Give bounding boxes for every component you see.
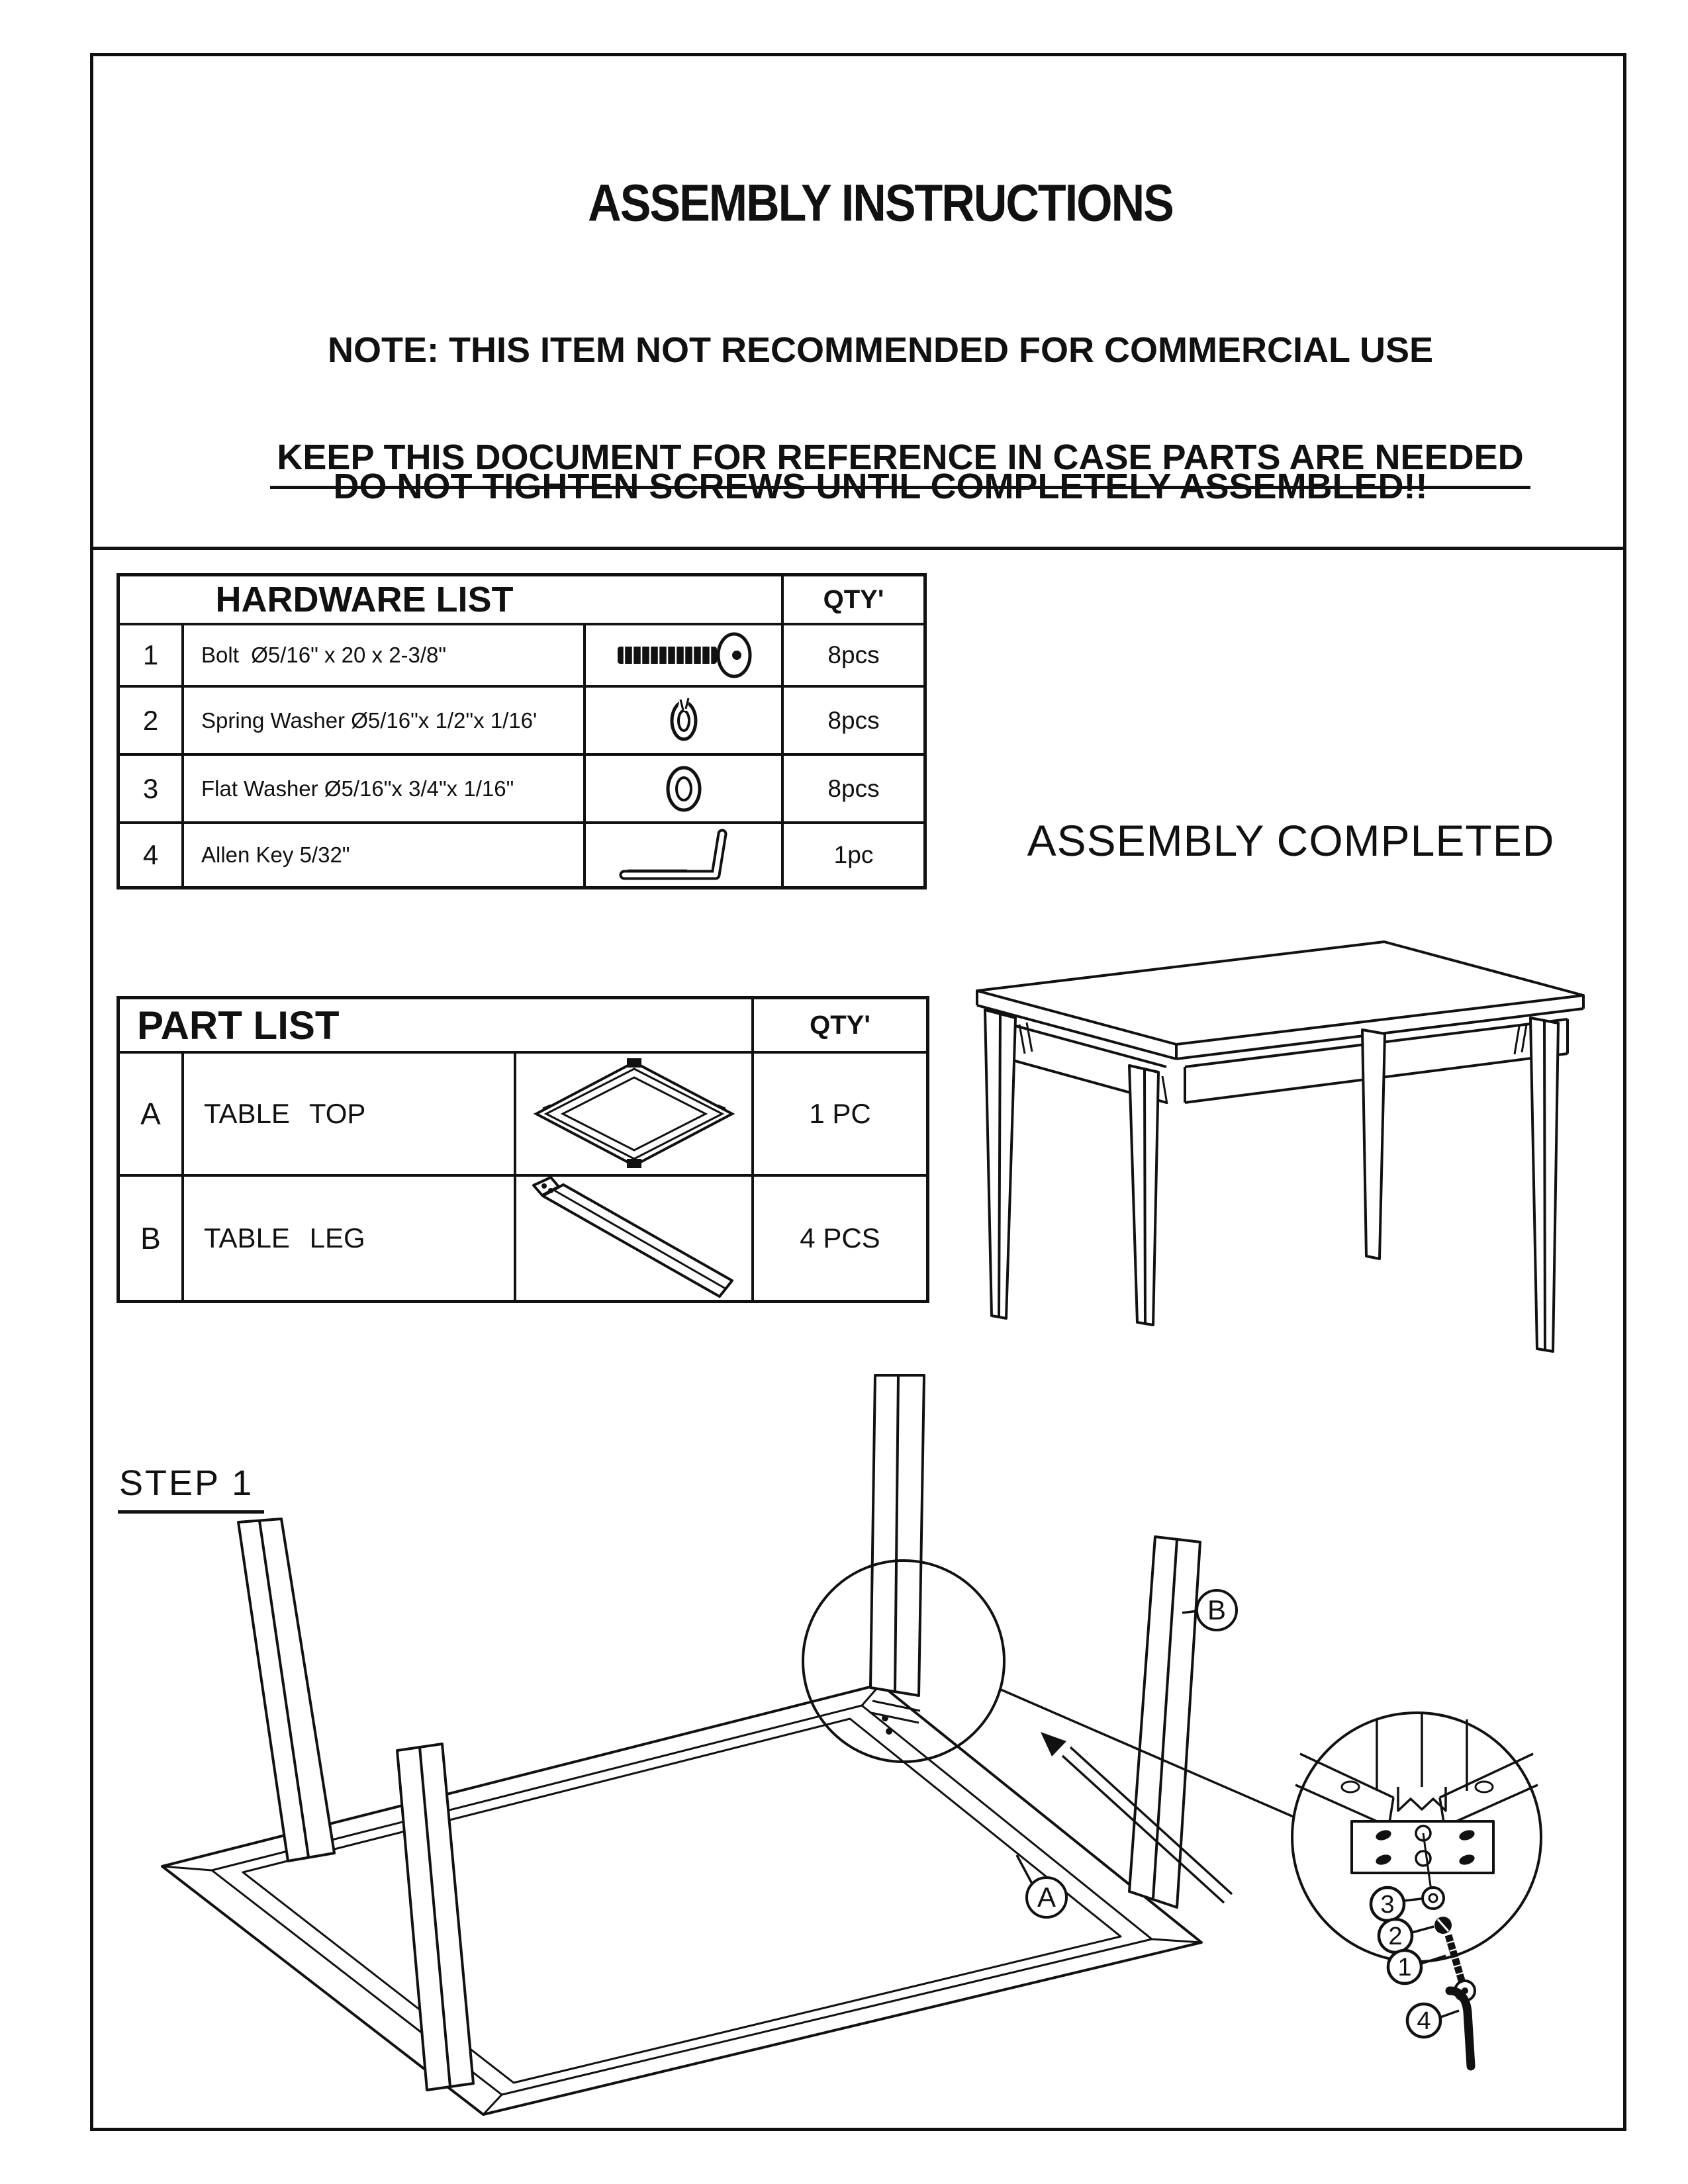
table-top-icon: [528, 1056, 740, 1172]
callout-4-text: 4: [1417, 2007, 1431, 2035]
hardware-row-2-desc: Spring Washer Ø5/16"x 1/2"x 1/16': [181, 685, 583, 753]
hardware-row-3-number: 3: [120, 753, 181, 821]
flat-washer-icon: [654, 759, 714, 819]
callout-1-text: 1: [1397, 1954, 1412, 1981]
hardware-row-4-number: 4: [120, 821, 181, 886]
allen-key-icon: [608, 822, 760, 886]
part-row-a-qty: 1 PC: [751, 1051, 926, 1174]
part-qty-header: QTY': [751, 999, 926, 1051]
hardware-list-title: HARDWARE LIST: [215, 580, 514, 619]
flat-washer-detail: [1423, 1888, 1444, 1909]
callout-3-text: 3: [1380, 1891, 1395, 1919]
part-row-a-image: [514, 1051, 751, 1174]
part-row-b-desc: TABLE LEG: [181, 1174, 514, 1300]
hardware-row-2-qty: 8pcs: [781, 685, 923, 753]
hardware-row-3-qty: 8pcs: [781, 753, 923, 821]
hardware-row-2-number: 2: [120, 685, 181, 753]
part-row-b-qty: 4 PCS: [751, 1174, 926, 1300]
part-row-b-id: B: [120, 1174, 181, 1300]
spring-washer-icon: [661, 692, 707, 750]
hardware-row-1-image: [583, 623, 781, 685]
step1-rear-left-leg: [238, 1519, 334, 1861]
hardware-row-2-image: [583, 685, 781, 753]
completed-table-illustration: [953, 923, 1602, 1360]
page-title: ASSEMBLY INSTRUCTIONS: [588, 174, 1173, 232]
callout-2-text: 2: [1388, 1923, 1403, 1950]
bolt-icon: [604, 629, 763, 681]
table-leg-icon: [528, 1175, 740, 1300]
hardware-list-table: [117, 573, 927, 889]
callout-allen-key: [1407, 2004, 1459, 2037]
step1-right-leg: [1129, 1537, 1200, 1907]
hardware-row-4-image: [583, 821, 781, 886]
part-row-b-image: [514, 1174, 751, 1300]
notes-divider-line: [90, 547, 1626, 550]
hardware-row-1-desc: Bolt Ø5/16" x 20 x 2-3/8": [181, 623, 583, 685]
note-keep-document: [73, 396, 1688, 530]
hardware-row-3-image: [583, 753, 781, 821]
note-commercial-use: NOTE: THIS ITEM NOT RECOMMENDED FOR COMMERCIAL USE: [328, 330, 1433, 370]
allen-key-detail: [1450, 1991, 1471, 2066]
note-keep-document-text: KEEP THIS DOCUMENT FOR REFERENCE IN CASE PARTS ARE NEEDED: [270, 437, 1530, 489]
step-1-diagram: [93, 1350, 1628, 2131]
hardware-row-3-desc: Flat Washer Ø5/16"x 3/4"x 1/16": [181, 753, 583, 821]
part-list-table: [117, 996, 929, 1303]
corner-detail-circle: [1292, 1713, 1541, 1962]
label-a-text: A: [1037, 1882, 1056, 1913]
step1-rear-leg: [870, 1375, 924, 1735]
hardware-row-4-desc: Allen Key 5/32": [181, 821, 583, 886]
hardware-qty-header: QTY': [781, 576, 923, 623]
part-list-title: PART LIST: [137, 1003, 340, 1048]
note-do-not-tighten: DO NOT TIGHTEN SCREWS UNTIL COMPLETELY ASSEMBLED!!: [333, 467, 1428, 506]
label-b-text: B: [1207, 1594, 1227, 1625]
part-row-a-desc: TABLE TOP: [181, 1051, 514, 1174]
hardware-row-1-qty: 8pcs: [781, 623, 923, 685]
assembly-completed-label: ASSEMBLY COMPLETED: [1027, 816, 1555, 865]
step-1-label: STEP 1: [118, 1463, 264, 1514]
hardware-row-1-number: 1: [120, 623, 181, 685]
part-row-a-id: A: [120, 1051, 181, 1174]
hardware-row-4-qty: 1pc: [781, 821, 923, 886]
